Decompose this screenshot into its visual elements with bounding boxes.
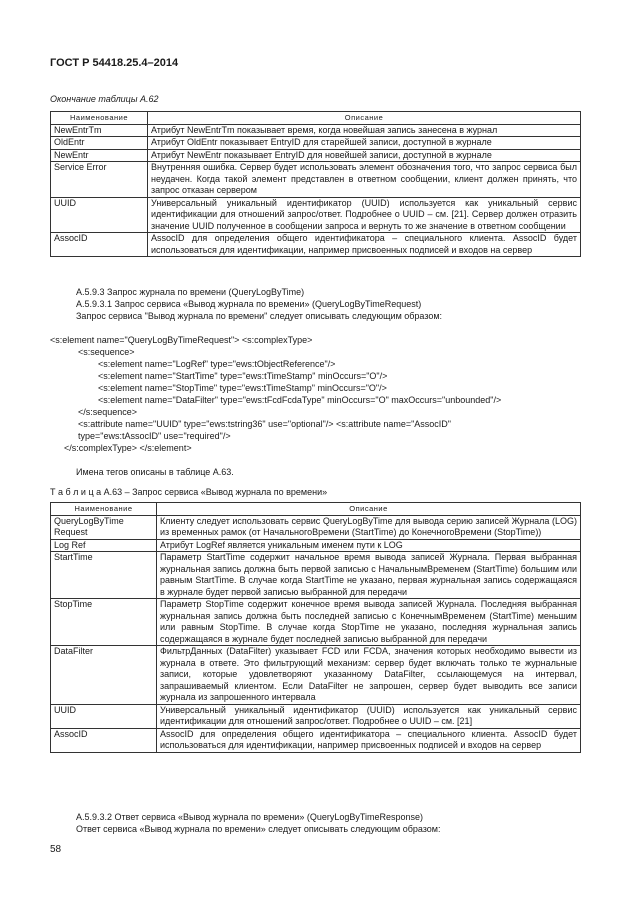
row-description: Атрибут OldEntr показывает EntryID для старейшей записи, доступной в журнале [148, 137, 581, 150]
tags-note: Имена тегов описаны в таблице А.63. [76, 467, 234, 477]
row-description: Атрибут LogRef является уникальным именем пути к LOG [157, 539, 581, 552]
column-header-name: Наименование [51, 112, 148, 125]
code-line: type="ews:tAssocID" use="required"/> [78, 431, 231, 441]
row-description: AssocID для определения общего идентификатора – специального клиента. AssocID будет использоваться для идентификации, например присвоенных подписей и входов на сервер [157, 728, 581, 752]
section-heading-a5-9-3-1: А.5.9.3.1 Запрос сервиса «Вывод журнала по времени» (QueryLogByTimeRequest) [76, 299, 422, 309]
row-description: Атрибут NewEntr показывает EntryID для новейшей записи, доступной в журнале [148, 149, 581, 162]
column-header-name: Наименование [51, 503, 157, 516]
table-row [51, 599, 581, 646]
table-row [51, 552, 581, 599]
section-paragraph: Запрос сервиса "Вывод журнала по времени" следует описывать следующим образом: [76, 311, 443, 321]
table-row [51, 197, 581, 233]
code-line: <s:element name="StopTime" type="ews:tTimeStamp" minOccurs="O"/> [98, 383, 387, 393]
code-line: <s:element name="LogRef" type="ews:tObjectReference"/> [98, 359, 336, 369]
row-name: UUID [51, 704, 157, 728]
column-header-description: Описание [157, 503, 581, 516]
code-line: </s:sequence> [78, 407, 138, 417]
row-name: QueryLogByTime Request [51, 515, 157, 539]
table-row [51, 646, 581, 705]
section-heading-a5-9-3: А.5.9.3 Запрос журнала по времени (QueryLogByTime) [76, 287, 305, 297]
table-row [51, 704, 581, 728]
row-name: Service Error [51, 162, 148, 198]
section-heading-a5-9-3-2: А.5.9.3.2 Ответ сервиса «Вывод журнала по времени» (QueryLogByTimeResponse) [76, 812, 424, 822]
row-description: Клиенту следует использовать сервис QueryLogByTime для вывода серию записей Журнала (LOG) из временных рамок (от НачальногоВремени (StartTime) до КонечногоВремени (StopTime)) [157, 515, 581, 539]
code-line: <s:element name="StartTime" type="ews:tTimeStamp" minOccurs="O"/> [98, 371, 388, 381]
row-description: Внутренняя ошибка. Сервер будет использовать элемент обозначения того, что запрос сервиса был неудачен. Когда такой элемент представлен в ответном сообщении, клиент должен принять, что запрос отказан сервером [148, 162, 581, 198]
row-name: UUID [51, 197, 148, 233]
row-description: AssocID для определения общего идентификатора – специального клиента. AssocID будет использоваться для идентификации, например присвоенных подписей и входов на сервер [148, 233, 581, 257]
table-row [51, 149, 581, 162]
row-description: Параметр StartTime содержит начальное время вывода записей Журнала. Первая выбранная журнальная запись должна быть первой записью с НачальнымВременем (StartTime) большим или равным StartTime. В случае когда StartTime не указано, первая журнальная запись содержащаяся в журнале будет первой записью выбранной для передачи [157, 552, 581, 599]
table-row [51, 233, 581, 257]
row-description: Атрибут NewEntrTm показывает время, когда новейшая запись занесена в журнал [148, 124, 581, 137]
table-a62-caption: Окончание таблицы А.62 [50, 94, 159, 104]
row-description: Универсальный уникальный идентификатор (UUID) используется как уникальный сервис идентификации для отношений запрос/ответ. Подробнее о UUID – см. [21]. Сервер должен отразить значение UUID полученное в сообщении запроса и вернуть то же значение в ответном сообщении [148, 197, 581, 233]
row-description: Универсальный уникальный идентификатор (UUID) используется как уникальный сервис идентификации для отношений запрос/ответ. Подробнее о UUID – см. [21] [157, 704, 581, 728]
row-name: NewEntr [51, 149, 148, 162]
code-line: </s:complexType> </s:element> [64, 443, 192, 453]
code-line: <s:attribute name="UUID" type="ews:tstring36" use="optional"/> <s:attribute name="AssocID" [78, 419, 451, 429]
row-description: Параметр StopTime содержит конечное время вывода записей Журнала. Последняя выбранная журнальная запись должна быть последней записью с КонечнымВременем (StartTime) меньшим или равным StopTime. В случае когда StopTime не указано, последняя журнальная запись содержащаяся в журнале будет последней записью выбранной для передачи [157, 599, 581, 646]
table-row [51, 728, 581, 752]
row-name: StartTime [51, 552, 157, 599]
table-row [51, 124, 581, 137]
document-title: ГОСТ Р 54418.25.4–2014 [50, 57, 179, 69]
section-paragraph: Ответ сервиса «Вывод журнала по времени» следует описывать следующим образом: [76, 824, 441, 834]
row-description: ФильтрДанных (DataFilter) указывает FCD или FCDA, значения которых необходимо вывести из журнала в ответе. Это фильтрующий механизм: сервер будет включать только те журнальные записи, которые удовлетворяют указанному DataFilter, ссылающемуся на интервал, запрашиваемый клиентом. Если DataFilter не запрошен, сервер будет выводить все записи журнала из запрошенного интервала [157, 646, 581, 705]
row-name: AssocID [51, 728, 157, 752]
row-name: NewEntrTm [51, 124, 148, 137]
code-line: <s:element name="QueryLogByTimeRequest"> <s:complexType> [50, 335, 313, 345]
row-name: AssocID [51, 233, 148, 257]
table-a63 [50, 502, 581, 753]
column-header-description: Описание [148, 112, 581, 125]
table-header-row [51, 503, 581, 516]
row-name: OldEntr [51, 137, 148, 150]
table-header-row [51, 112, 581, 125]
table-row [51, 515, 581, 539]
table-row [51, 539, 581, 552]
row-name: Log Ref [51, 539, 157, 552]
table-row [51, 137, 581, 150]
row-name: DataFilter [51, 646, 157, 705]
row-name: StopTime [51, 599, 157, 646]
page-number: 58 [50, 844, 62, 855]
table-a63-caption: Т а б л и ц а А.63 – Запрос сервиса «Вывод журнала по времени» [50, 487, 328, 497]
code-line: <s:sequence> [78, 347, 135, 357]
table-row [51, 162, 581, 198]
table-a62 [50, 111, 581, 257]
code-line: <s:element name="DataFilter" type="ews:tFcdFcdaType" minOccurs="O" maxOccurs="unbounded"/> [98, 395, 502, 405]
